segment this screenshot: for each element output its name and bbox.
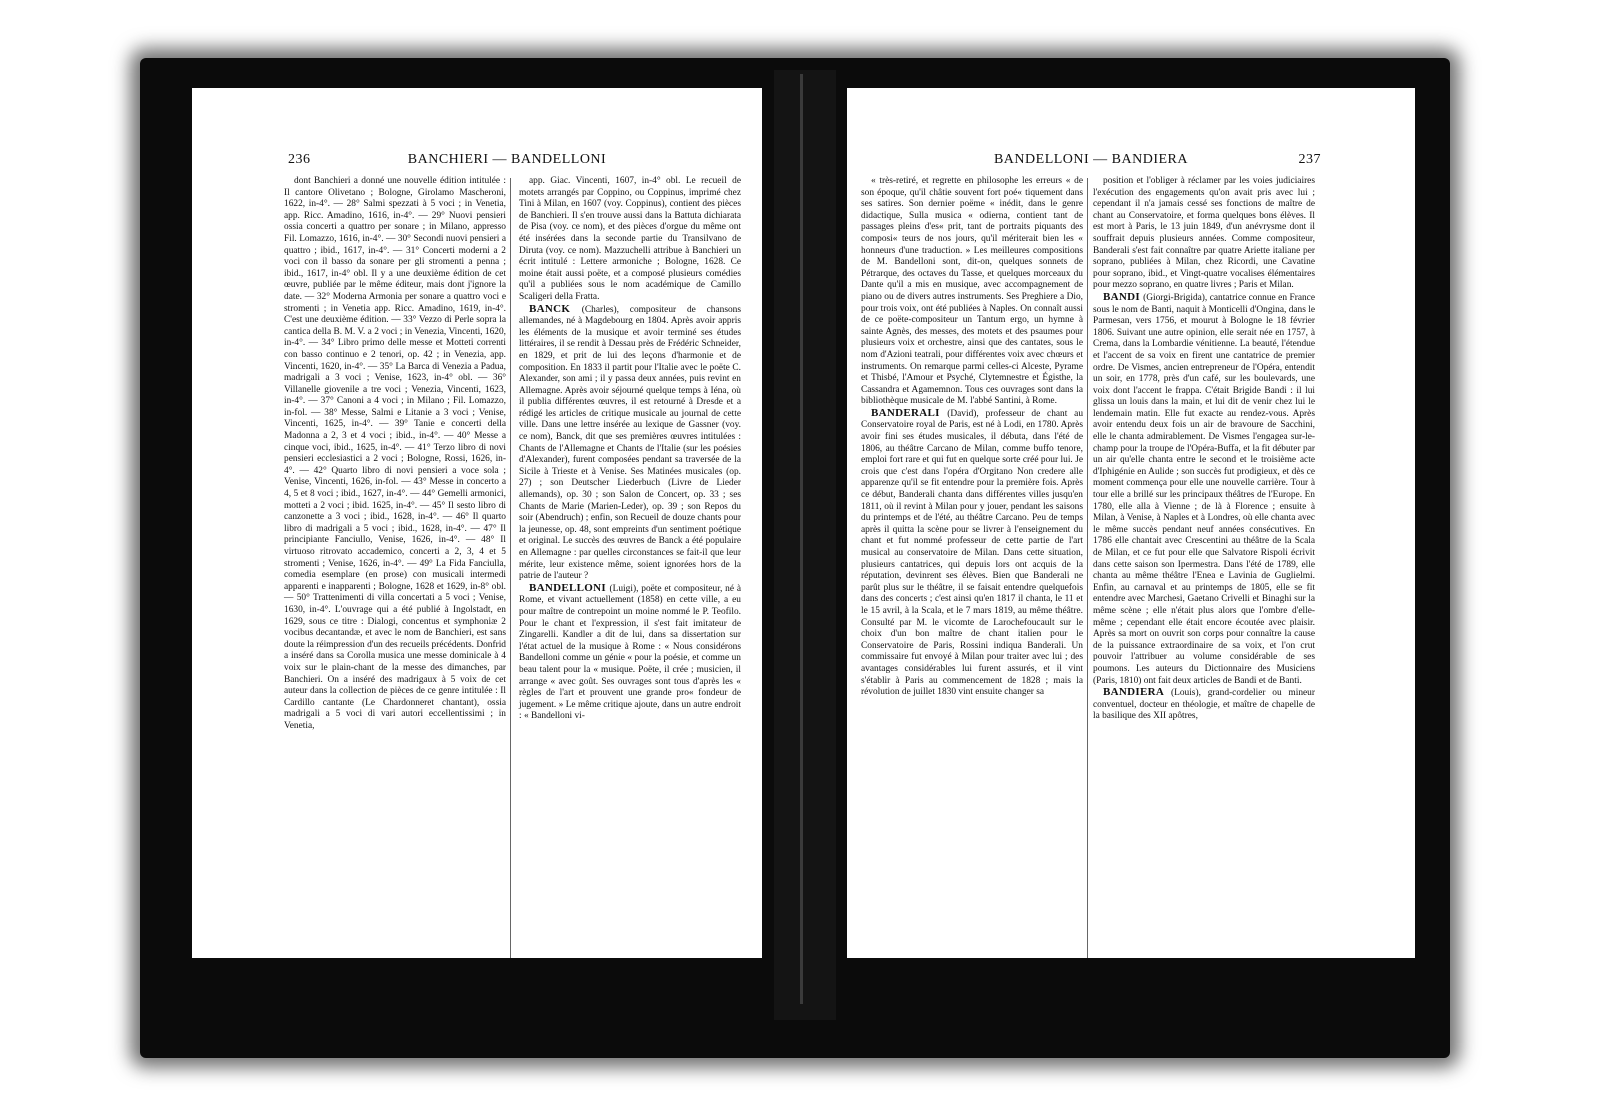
entry-bandelloni-body: (Luigi), poëte et compositeur, né à Rome, et vivant actuellement (1858) en cette ville, a eu pour maître de contrepoint un moine nommé le P. Teofilo. Pour le chant et l'expression, il s'est fait imitateur de Zingarelli. Kandler a dit de lui, dans sa dissertation sur l'état actuel de la musique à Rome : « Nous considérons Bandelloni comme un génie « pour la poésie, et comme un beau talent pour la « musique. Poëte, il crée ; musicien, il arrange « avec goût. Ses ouvrages sont tous d'après les « règles de l'art et prouvent une grande pro« fondeur de jugement. » Le même critique ajoute, dans un autre endroit : « Bandelloni vi- xyxy=(519,583,741,722)
entry-banck-head: BANCK xyxy=(529,302,582,315)
entry-banderali-body: (David), professeur de chant au Conservatoire royal de Paris, est né à Lodi, en 1780. Après avoir fini ses études musicales, il débuta, dans l'été de 1806, au théâtre Carcano de Milan, comme buffo tenore, emploi fort rare et qui fut en quelque sorte créé pour lui. Je crois que c'est dans l'opéra d'Orgitano Non credere alle apparenze qu'il se fit entendre pour la première fois. Après ce début, Banderali chanta dans différentes villes jusqu'en 1811, où il revint à Milan pour y jouer, pendant les saisons du printemps et de l'été, au théâtre Carcano. Peu de temps après il quitta la scène pour se livrer à l'enseignement du chant et fut nommé professeur de cette partie de l'art musical au conservatoire de Milan. Dans cette situation, plusieurs cantatrices, qui depuis lors ont acquis de la réputation, devinrent ses élèves. Bien que Banderali ne parût plus sur le théâtre, il se faisait entendre quelquefois dans des concerts ; c'est ainsi qu'en 1817 il chanta, le 11 et le 15 avril, à la Scala, et le 7 mars 1819, au même théâtre. Consulté par M. le vicomte de Larochefoucault sur le choix d'un bon maître de chant italien pour le Conservatoire de Paris, Rossini indiqua Banderali. Un commissaire fut envoyé à Milan pour traiter avec lui ; des avantages considérables lui furent assurés, et il vint s'établir à Paris au commencement de 1828 ; mais la révolution de juillet 1830 vint ensuite changer sa xyxy=(861,408,1084,698)
entry-banck xyxy=(519,304,741,583)
book-gutter xyxy=(774,70,836,1020)
entry-bandiera-head: BANDIERA xyxy=(1103,686,1171,699)
entry-banderali xyxy=(861,408,1083,699)
left-column-2 xyxy=(519,176,741,723)
entry-bandiera-body: (Louis), grand-cordelier ou mineur conventuel, docteur en théologie, et maître de chapelle de la basilique des XII apôtres, xyxy=(1093,688,1315,722)
gutter-line xyxy=(800,74,803,1004)
entry-banck-body: (Charles), compositeur de chansons allemandes, né à Magdebourg en 1804. Après avoir appris les éléments de la musique et avoir terminé ses études littéraires, il se rendit à Dessau près de Frédéric Schneider, en 1829, et prit de lui des leçons d'harmonie et de composition. En 1833 il partit pour l'Italie avec le poëte C. Alexander, son ami ; il y passa deux années, puis revint en Allemagne. Après avoir séjourné quelque temps à Iéna, où il publia différentes œuvres, il est retourné à Dresde et a rédigé les articles de critique musicale au journal de cette ville. Dans une lettre insérée au lexique de Gassner (voy. ce nom), Banck, dit que ses premières œuvres intitulées : Chants de l'Allemagne et Chants de l'Italie (sur les poésies d'Alexander), furent composées pendant sa traversée de la Sicile à Trieste et à Venise. Ses Matinées musicales (op. 27) ; son Deutscher Liederbuch (Livre de Lieder allemands), op. 30 ; son Salon de Concert, op. 33 ; ses Chants de Marie (Marien-Leder), op. 39 ; son Repos du soir (Abendruch) ; enfin, son Recueil de douze chants pour la jeunesse, op. 48, sont empreints d'un sentiment poétique et original. Le succès des œuvres de Banck a été populaire en Allemagne : par quelles circonstances se fait-il que leur mérite, leur existence même, soient ignorées hors de la patrie de l'auteur ? xyxy=(519,304,741,582)
right-column-1 xyxy=(861,176,1083,699)
entry-bandelloni xyxy=(519,583,741,723)
right-running-head: BANDELLONI — BANDIERA xyxy=(993,152,1189,167)
banchieri-continuation: dont Banchieri a donné une nouvelle édition intitulée : Il cantore Olivetano ; Bologne, Girolamo Mascheroni, 1622, in-4°. — 28° Salmi spezzati à 5 voci ; in Venetia, app. Ricc. Amadino, 1616, in-4°. — 29° Nuovi pensieri ossia concerti a quattro per sonare ; in Milano, appresso Fil. Lomazzo, 1616, in-4°. — 30° Secondi nuovi pensieri a quattro ; ibid., 1617, in-4°. — 31° Concerti moderni a 2 voci con il basso da sonare per gli stromenti a penna ; ibid., 1617, in-4° obl. Il y a une deuxième édition de cet œuvre, publiée par le même éditeur, mais dont j'ignore la date. — 32° Moderna Armonia per sonare a quattro voci e stromenti ; in Venetia app. Ricc. Amadino, 1619, in-4°. C'est une deuxième édition. — 33° Vezzo di Perle sopra la cantica della B. M. V. a 2 voci ; in Venezia, Vincenti, 1620, in-4°. — 34° Libro primo delle messe et Motteti correnti con basso continuo e 2 tenori, op. 42 ; in Venezia, app. Vincenti, 1620, in-4°. — 35° La Barca di Venezia a Padua, madrigali a 3 voci ; Venise, 1623, in-4° obl. — 36° Villanelle giovenile a tre voci ; Venezia, Vincenti, 1623, in-4°. — 37° Canoni a 4 voci ; in Milano ; Fil. Lomazzo, in-fol. — 38° Messe, Salmi e Litanie a 3 voci ; Venise, Vincenti, 1625, in-4°. — 39° Tanie e concerti della Madonna a 2, 3 et 4 voci ; ibid., in-4°. — 40° Messe a cinque voci, ibid., 1625, in-4°. — 41° Terzo libro di novi pensieri ecclesiastici a 2 voci ; Bologne, Rossi, 1626, in-4°. — 42° Quarto libro di novi pensieri a voce sola ; Venise, Vincenti, 1626, in-fol. — 43° Messe in concerto a 4, 5 et 8 voci ; ibid., 1627, in-4°. — 44° Gemelli armonici, motteti a 2 voci ; ibid. 1625, in-4°. — 45° Il sesto libro di canzonette a 3 voci ; ibid., 1628, in-4°. — 46° Il quarto libro di madrigali a 5 voci ; ibid., 1628, in-4°. — 47° Il principiante Fanciullo, Venise, 1626, in-4°. — 48° Il virtuoso ritrovato accademico, concerti a 2, 3, 4 et 5 stromenti ; Venise, 1626, in-4°. — 49° La Fida Fanciulla, comedia esemplare (en prose) con musicali intermedi apparenti e inapparenti ; Bologne, 1628 et 1629, in-8° obl. — 50° Trattenimenti di villa concertati a 5 voci ; Venise, 1630, in-4°. L'ouvrage qui a été publié à Ingolstadt, en 1629, sous ce titre : Dialogi, concentus et symphoniæ 2 vocibus decantandæ, et avec le nom de Banchieri, est sans doute la réimpression d'un des recueils précédents. Donfrid a inséré dans sa Corolla musica une messe dominicale à 4 voix sur le plain-chant de la messe des dimanches, par Banchieri. On a inséré des madrigaux à 5 voix de cet auteur dans la collection de pièces de ce genre intitulée : Il Cardillo cantante (Le Chardonneret chantant), ossia madrigali a 5 voci di vari autori eccellentissimi ; in Venetia, xyxy=(284,176,506,731)
left-page-number: 236 xyxy=(288,152,311,167)
right-column-rule xyxy=(1087,178,1088,958)
entry-bandelloni-head: BANDELLONI xyxy=(529,581,610,594)
right-page-number: 237 xyxy=(1298,152,1321,167)
left-page xyxy=(192,88,762,958)
entry-bandiera xyxy=(1093,687,1315,723)
banderali-continuation: position et l'obliger à réclamer par les voies judiciaires l'exécution des engagements qu'on avait pris avec lui ; cependant il n'a jamais cessé ses fonctions de maître de chant au Conservatoire, et forma quelques bons élèves. Il est mort à Paris, le 13 juin 1849, d'un anévrysme dont il souffrait depuis plusieurs années. Comme compositeur, Banderali s'est fait connaître par quatre Ariette italiane per soprano, publiées à Milan, chez Ricordi, une Cavatine pour soprano, ibid., et Vingt-quatre vocalises élémentaires pour mezzo soprano, en quatre livres ; Paris et Milan. xyxy=(1093,176,1315,291)
left-page-header xyxy=(192,152,762,170)
left-column-rule xyxy=(510,178,511,958)
right-column-2 xyxy=(1093,176,1315,723)
left-running-head: BANCHIERI — BANDELLONI xyxy=(407,152,607,167)
banchieri-end: app. Giac. Vincenti, 1607, in-4° obl. Le recueil de motets arrangés par Coppino, ou Coppinus, imprimé chez Tini à Milan, en 1607 (voy. Coppinus), contient des pièces de Banchieri. Il s'en trouve aussi dans la Battuta dichiarata de Pisa (voy. ce nom), et des pièces d'orgue du même ont été insérées dans la seconde partie du Transilvano de Diruta (voy. ce nom). Mazzuchelli attribue à Banchieri un écrit intitulé : Lettere armoniche ; Bologne, 1628. Ce moine était aussi poëte, et a composé plusieurs comédies qu'il a publiées sous le nom académique de Camillo Scaligeri della Fratta. xyxy=(519,176,741,302)
right-page-header xyxy=(847,152,1415,170)
bandelloni-quote-continuation: « très-retiré, et regrette en philosophe les erreurs « de son époque, qu'il châtie souvent fort poé« tiquement dans ses satires. Son dernier poëme « inédit, dans le genre didactique, Sulla musica « odierna, contient tant de passages pleins d'es« prit, tant de portraits piquants des composi« teurs de nos jours, qu'il mériterait bien les « honneurs d'une traduction. » Les meilleures compositions de M. Bandelloni sont, dit-on, quelques sonnets de Pétrarque, des octaves du Tasse, et quelques morceaux du Dante qu'il a mis en musique, avec accompagnement de piano ou de divers autres instruments. Ses Preghiere a Dio, pour trois voix, ont été publiées à Naples. On connaît aussi de ce poëte-compositeur un Tantum ergo, un hymne à sainte Agnès, des messes, des motets et des psaumes pour plusieurs voix et orchestre, ainsi que des cantates, sous le nom d'Azioni teatrali, pour différentes voix avec chœurs et instruments. On remarque parmi celles-ci Alceste, Pyrame et Thisbé, l'Amour et Psyché, Clytemnestre et Égisthe, la Cassandra et Agamemnon. Tous ces ouvrages sont dans la bibliothèque musicale de M. l'abbé Santini, à Rome. xyxy=(861,176,1083,407)
entry-bandi xyxy=(1093,292,1315,687)
entry-banderali-head: BANDERALI xyxy=(871,406,948,419)
entry-bandi-body: (Giorgi-Brigida), cantatrice connue en France sous le nom de Banti, naquit à Monticelli d'Ongina, dans le Parmesan, vers 1756, et mourut à Bologne le 18 février 1806. Suivant une autre opinion, elle serait née en 1757, à Crema, dans la Lombardie vénitienne. La beauté, l'étendue et l'accent de sa voix en firent une cantatrice de premier ordre. De Vismes, ancien entrepreneur de l'Opéra, entendit un soir, en 1778, près d'un café, sur les boulevards, une voix dont l'accent le frappa. C'était Brigide Bandi : il lui glissa un louis dans la main, et lui dit de venir chez lui le lendemain matin. Elle fut exacte au rendez-vous. Après avoir entendu deux fois un air de bravoure de Sacchini, elle le chanta admirablement. De Vismes l'engagea sur-le-champ pour la troupe de l'Opéra-Buffa, et la fit débuter par un air qu'elle chanta entre le second et le troisième acte d'Iphigénie en Aulide ; son succès fut prodigieux, et dès ce moment commença pour elle une nouvelle carrière. Tour à tour elle a brillé sur les principaux théâtres de l'Europe. En 1780, elle alla à Vienne ; de là à Florence ; ensuite à Milan, à Venise, à Naples et à Londres, où elle chanta avec le même succès pendant neuf années consécutives. En 1786 elle chantait avec Crescentini au théâtre de la Scala de Milan, et ce fut pour elle que Salvatore Rispoli écrivit dans cette saison son Ipermestra. Dans l'été de 1789, elle chanta au même théâtre l'Enea e Lavinia de Guglielmi. Enfin, au carnaval et au printemps de 1805, elle se fit entendre avec Marchesi, Gaetano Crivelli et Binaghi sur la même scène ; elle n'était plus alors que l'ombre d'elle-même ; cependant elle était encore écoutée avec plaisir. Après sa mort on ouvrit son corps pour connaître la cause de la puissance extraordinaire de sa voix, et l'on crut pouvoir l'attribuer au volume considérable de ses poumons. Les auteurs du Dictionnaire des Musiciens (Paris, 1810) ont fait deux articles de Bandi et de Banti. xyxy=(1093,292,1315,686)
right-page xyxy=(847,88,1415,958)
entry-bandi-head: BANDI xyxy=(1103,290,1144,303)
left-column-1 xyxy=(284,176,506,733)
